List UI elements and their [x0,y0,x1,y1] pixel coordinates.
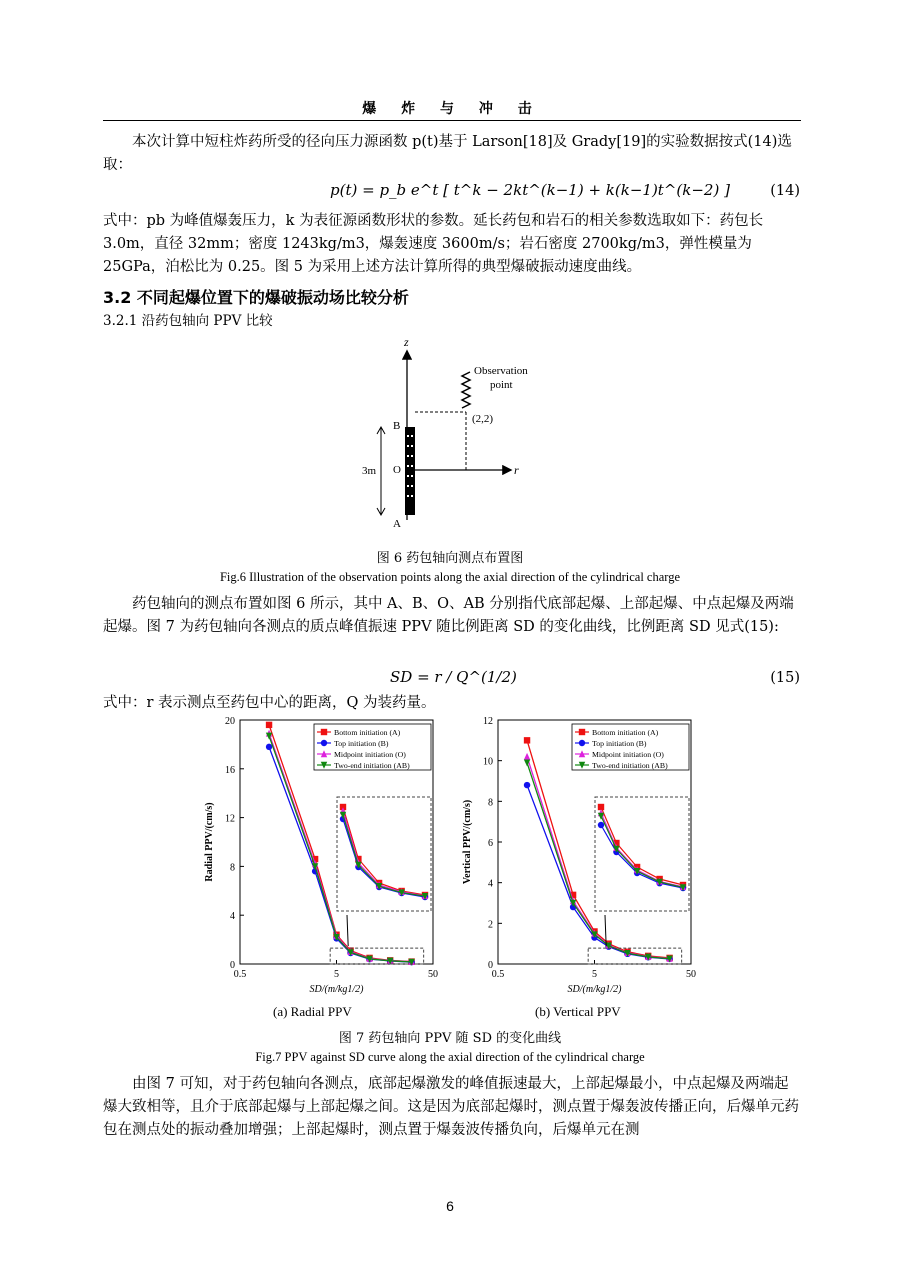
series-1 [266,744,415,966]
legend-label: Midpoint initiation (O) [592,750,664,759]
x-tick-label: 50 [428,969,438,980]
chart-radial-ppv [200,712,445,1002]
chart-vertical-ppv [458,712,703,1002]
page-number: 6 [446,1198,454,1214]
chart-b-caption: (b) Vertical PPV [535,1004,621,1019]
y-tick-label: 12 [483,716,493,727]
series-2 [524,753,673,962]
inset-series-1 [598,822,686,891]
legend-label: Midpoint initiation (O) [334,750,406,759]
r-axis-label: r [514,463,519,477]
x-tick-label: 50 [686,969,696,980]
series-0 [524,737,673,961]
legend-marker [321,729,327,735]
label-A: A [393,518,401,530]
header-rule [103,120,801,121]
series-line [527,740,670,958]
y-tick-label: 0 [230,960,235,971]
equation-15: SD = r / Q^(1/2) [390,668,517,686]
legend-marker [579,740,585,746]
y-tick-label: 16 [225,764,235,776]
length-label: 3m [362,465,377,477]
charge-column [405,427,415,515]
observation-label-line2: point [490,379,513,391]
y-tick-label: 8 [488,797,493,809]
legend-marker [321,740,327,746]
legend-label: Top initiation (B) [334,739,389,748]
paragraph-observation-points: 药包轴向的测点布置如图 6 所示，其中 A、B、O、AB 分别指代底部起爆、上部起爆、中点起爆及两端起爆。图 7 为药包轴向各测点的质点峰值振速 PPV 随比例距离 SD 的变化曲线，比例距离 SD 见式(15): [103,596,794,635]
inset-arrow [347,915,348,946]
legend-label: Bottom initiation (A) [334,728,401,737]
y-tick-label: 10 [483,756,493,768]
fig7-caption-cn: 图 7 药包轴向 PPV 随 SD 的变化曲线 [338,1031,562,1046]
fig6-caption-cn: 图 6 药包轴向测点布置图 [376,551,524,566]
equation-14: p(t) = p_b e^t [ t^k − 2kt^(k−1) + k(k−1)t^(k−2) ] [330,181,730,199]
observation-label-line1: Observation [474,365,528,377]
legend-label: Bottom initiation (A) [592,728,659,737]
legend-label: Two-end initiation (AB) [334,761,410,770]
data-point [266,744,272,750]
y-axis-label: Vertical PPV/(cm/s) [462,799,473,885]
y-tick-label: 4 [488,878,493,890]
z-axis-label: z [404,335,409,349]
series-line [527,763,670,959]
inset-data-point [598,822,604,828]
y-tick-label: 12 [225,813,235,825]
x-axis-label: SD/(m/kg1/2) [567,984,622,995]
series-line [269,747,412,962]
equation-14-number: (14) [770,183,800,199]
subsection-heading: 3.2.1 沿药包轴向 PPV 比较 [103,313,273,329]
inset-box [595,797,689,911]
y-tick-label: 8 [230,862,235,874]
y-tick-label: 0 [488,960,493,971]
legend-label: Top initiation (B) [592,739,647,748]
y-tick-label: 6 [488,838,493,849]
paragraph-source-function: 本次计算中短柱炸药所受的径向压力源函数 p(t)基于 Larson[18]及 Grady[19]的实验数据按式(14)选取： [103,134,792,173]
series-line [527,757,670,959]
data-point [266,722,272,728]
data-point [524,753,530,760]
data-point [524,782,530,788]
inset-series-3 [598,813,686,891]
data-point [524,737,530,743]
legend-marker [579,729,585,735]
fig7-caption-en: Fig.7 PPV against SD curve along the axial direction of the cylindrical charge [255,1050,645,1064]
paragraph-analysis: 由图 7 可知，对于药包轴向各测点，底部起爆激发的峰值振速最大，上部起爆最小，中点起爆及两端起爆大致相等，且介于底部起爆与上部起爆之间。这是因为底部起爆时，测点置于爆轰波传播正向，后爆单元药包在测点处的振动叠加增强；上部起爆时，测点置于爆轰波传播负向，后爆单元在测 [103,1076,799,1138]
series-3 [524,760,673,963]
journal-header: 爆 炸 与 冲 击 [362,101,542,117]
legend-label: Two-end initiation (AB) [592,761,668,770]
fig6-caption-en: Fig.6 Illustration of the observation points along the axial direction of the cylindrical charge [219,570,681,584]
x-tick-label: 5 [334,969,339,980]
y-axis-label: Radial PPV/(cm/s) [204,802,215,882]
inset-data-point [598,804,604,810]
x-tick-label: 5 [592,969,597,980]
paragraph-parameters: 式中：pb 为峰值爆轰压力，k 为表征源函数形状的参数。延长药包和岩石的相关参数选取如下：药包长 3.0m，直径 32mm；密度 1243kg/m3，爆轰速度 3600m/s；岩石密度 2700kg/m3，弹性模量为 25GPa，泊松比为 0.25。图 5 为采用上述方法计算所得的典型爆破振动速度曲线。 [103,213,764,275]
x-tick-label: 0.5 [491,969,505,980]
inset-series-line [343,815,425,896]
inset-series-2 [598,809,686,890]
equation-15-number: (15) [770,670,800,686]
y-tick-label: 2 [488,919,493,931]
x-tick-label: 0.5 [233,969,247,980]
y-tick-label: 4 [230,911,235,923]
label-O: O [393,464,401,476]
section-heading: 3.2 不同起爆位置下的爆破振动场比较分析 [103,288,409,307]
label-B: B [393,420,401,432]
observation-point-zigzag [462,372,470,408]
figure-6-diagram [350,330,550,530]
point-coordinate: (2,2) [472,413,494,425]
x-axis-label: SD/(m/kg1/2) [309,984,364,995]
y-tick-label: 20 [225,716,235,727]
chart-a-caption: (a) Radial PPV [273,1004,352,1019]
paragraph-sd-definition: 式中：r 表示测点至药包中心的距离，Q 为装药量。 [103,695,436,711]
